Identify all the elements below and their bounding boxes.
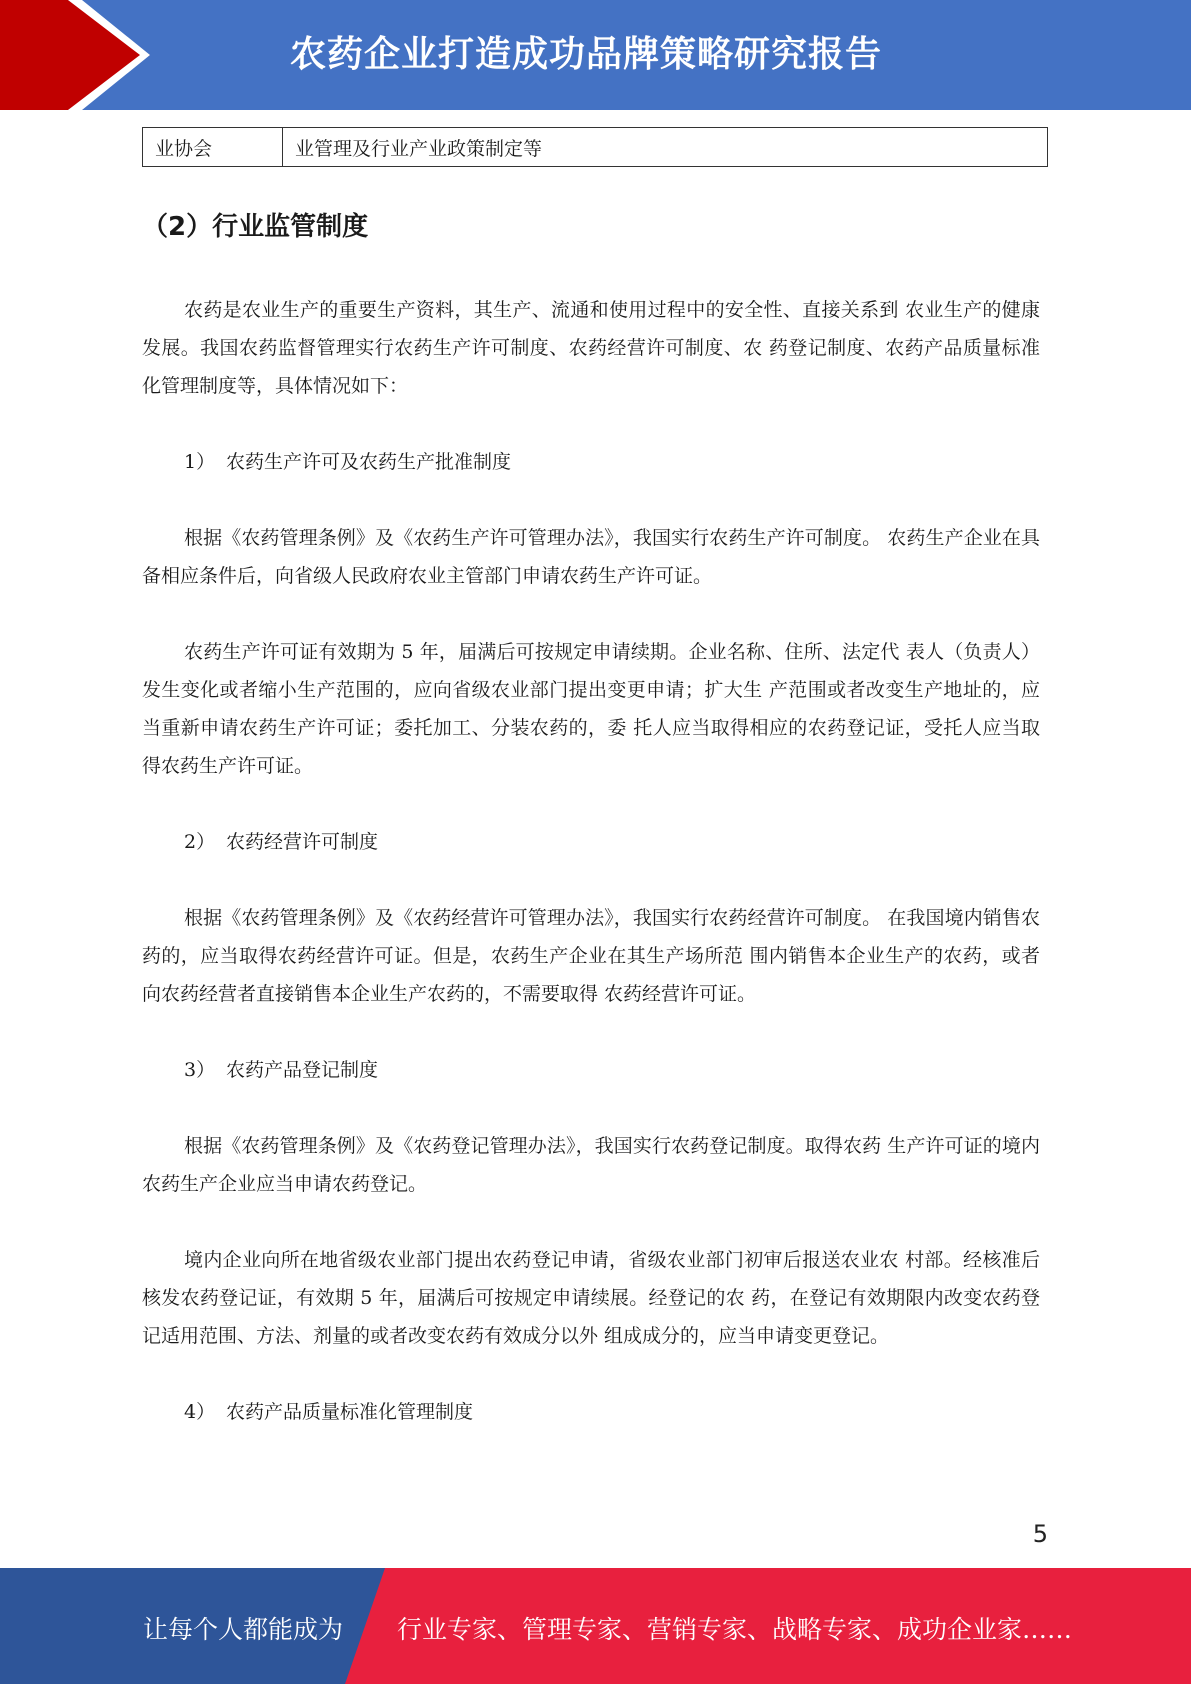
paragraph: 根据《农药管理条例》及《农药生产许可管理办法》，我国实行农药生产许可制度。 农药生产企业在具备相应条件后，向省级人民政府农业主管部门申请农药生产许可证。 [142,527,1040,587]
sub-heading-4 [142,1393,1040,1431]
footer-slogan-left: 让每个人都能成为 [143,1615,344,1644]
intro-paragraph: 农药是农业生产的重要生产资料，其生产、流通和使用过程中的安全性、直接关系到 农业生产的健康发展。我国农药监督管理实行农药生产许可制度、农药经营许可制度、农 药登记制度、农药产品质量标准化管理制度等，具体情况如下： [142,299,1040,397]
sub-heading-number: 2） [184,831,216,853]
paragraph: 农药生产许可证有效期为 5 年，届满后可按规定申请续期。企业名称、住所、法定代 表人（负责人）发生变化或者缩小生产范围的，应向省级农业部门提出变更申请；扩大生 产范围或者改变生产地址的，应当重新申请农药生产许可证；委托加工、分装农药的，委 托人应当取得相应的农药登记证，受托人应当取得农药生产许可证。 [142,641,1040,777]
document-body [142,205,1040,1469]
section-heading: （2）行业监管制度 [142,212,369,242]
table-fragment [142,127,1048,167]
sub-heading-2 [142,823,1040,861]
header-title: 农药企业打造成功品牌策略研究报告 [290,34,883,75]
sub-heading-title: 农药生产许可及农药生产批准制度 [226,451,512,473]
sub-heading-number: 4） [184,1401,216,1423]
table-cell-right: 业管理及行业产业政策制定等 [295,138,543,160]
sub-heading-1 [142,443,1040,481]
page-header [0,0,1191,110]
sub-heading-title: 农药经营许可制度 [226,831,379,853]
sub-heading-number: 3） [184,1059,216,1081]
paragraph: 根据《农药管理条例》及《农药经营许可管理办法》，我国实行农药经营许可制度。 在我国境内销售农药的，应当取得农药经营许可证。但是，农药生产企业在其生产场所范 围内销售本企业生产的农药，或者向农药经营者直接销售本企业生产农药的，不需要取得 农药经营许可证。 [142,907,1040,1005]
page-number: 5 [1032,1520,1048,1548]
paragraph: 境内企业向所在地省级农业部门提出农药登记申请，省级农业部门初审后报送农业农 村部。经核准后核发农药登记证，有效期 5 年，届满后可按规定申请续展。经登记的农 药，在登记有效期限内改变农药登记适用范围、方法、剂量的或者改变农药有效成分以外 组成成分的，应当申请变更登记。 [142,1249,1040,1347]
page-footer [0,1568,1191,1684]
header-red-arrow [0,0,150,110]
sub-heading-number: 1） [184,451,216,473]
footer-slogan-right: 行业专家、管理专家、营销专家、战略专家、成功企业家…… [397,1615,1073,1644]
sub-heading-title: 农药产品登记制度 [226,1059,379,1081]
table-cell-left: 业协会 [143,128,283,166]
paragraph: 根据《农药管理条例》及《农药登记管理办法》，我国实行农药登记制度。取得农药 生产许可证的境内农药生产企业应当申请农药登记。 [142,1135,1040,1195]
sub-heading-title: 农药产品质量标准化管理制度 [226,1401,474,1423]
sub-heading-3 [142,1051,1040,1089]
